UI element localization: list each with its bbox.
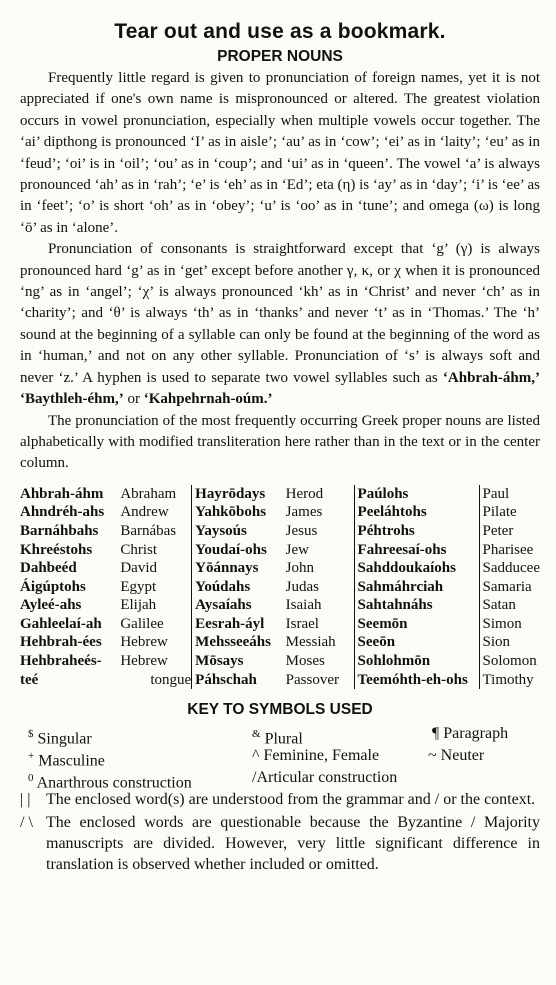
greek-name: Seemōn	[357, 615, 408, 632]
greek-name: Mōsays	[195, 653, 244, 670]
paragraph-label: Paragraph	[443, 725, 509, 743]
greek-name: Fahreesaí-ohs	[357, 541, 447, 558]
greek-name: Hayrōdays	[195, 485, 266, 502]
page-title: Tear out and use as a bookmark.	[114, 20, 446, 43]
english-name: Sion	[482, 634, 511, 651]
feminine-label: Feminine, Female	[263, 747, 380, 765]
greek-name: Sohlohmōn	[357, 653, 431, 670]
anarthrous-label: Anarthrous construction	[36, 774, 192, 792]
paragraph-symbol: ¶	[432, 725, 440, 743]
articular-label: Articular construction	[256, 769, 398, 787]
questionable-symbol: / \	[20, 814, 33, 832]
names-col1-greek	[20, 485, 120, 690]
example-or: or	[123, 391, 144, 408]
english-name: Satan	[482, 597, 516, 614]
greek-name: Yōánnays	[195, 560, 259, 577]
key-row-2	[20, 745, 540, 770]
english-name: Timothy	[482, 671, 534, 688]
english-name: tongue	[150, 671, 192, 688]
greek-name: Peeláhtohs	[357, 504, 427, 521]
plural-symbol: &	[252, 728, 261, 741]
greek-name: Barnáhbahs	[20, 522, 99, 539]
english-name: Isaiah	[285, 597, 322, 614]
key-row-3	[20, 767, 540, 792]
plural-label: Plural	[264, 730, 303, 748]
feminine-symbol: ^	[252, 747, 260, 765]
greek-name: Eesrah-áyl	[195, 615, 265, 632]
neuter-symbol: ~	[428, 747, 437, 765]
english-name: Messiah	[285, 634, 336, 651]
questionable-label: The enclosed words are questionable because the Byzantine / Majority manuscripts are divided. However, very little significant difference in translation is observed whether included or omitted.	[46, 814, 540, 874]
english-name: Egypt	[120, 578, 157, 595]
greek-name: Áigúptohs	[20, 578, 86, 595]
greek-name: Aysaíahs	[195, 597, 252, 614]
paragraph-list-intro: The pronunciation of the most frequently occurring Greek proper nouns are listed alphabetically with modified transliteration here rather than in the text or in the center column.	[20, 412, 540, 472]
english-name: Abraham	[120, 485, 177, 502]
greek-name: Péhtrohs	[357, 522, 415, 539]
english-name: Christ	[120, 541, 158, 558]
greek-name: Ayleé-ahs	[20, 597, 82, 614]
greek-name: Khreéstohs	[20, 541, 93, 558]
english-name: John	[285, 560, 314, 577]
example-capernaum: ‘Kahpehrnah-oúm.’	[143, 391, 273, 408]
english-name: Peter	[482, 522, 514, 539]
paragraph-consonants	[20, 239, 540, 410]
english-name: Pharisee	[482, 541, 534, 558]
english-name: Paul	[482, 485, 510, 502]
greek-name: Sahmáhrciah	[357, 578, 444, 595]
english-name: Israel	[285, 615, 319, 632]
greek-name: Ahndréh-ahs	[20, 504, 105, 521]
english-name: Barnábas	[120, 522, 177, 539]
english-name: Jesus	[285, 522, 318, 539]
english-name: James	[285, 504, 323, 521]
proper-nouns-table	[20, 485, 540, 690]
key-understood	[20, 789, 540, 810]
greek-name: Gahleelaí-ah	[20, 615, 102, 632]
greek-name: Yahkōbohs	[195, 504, 267, 521]
key-feminine	[252, 745, 379, 767]
english-name: Simon	[482, 615, 522, 632]
names-col2-english	[286, 485, 355, 690]
singular-symbol: $	[28, 728, 34, 741]
key-heading: KEY TO SYMBOLS USED	[187, 701, 373, 719]
key-articular	[252, 767, 397, 789]
greek-name: Sahddoukaíohs	[357, 560, 456, 577]
greek-name: Teemóhth-eh-ohs	[357, 671, 468, 688]
greek-name: Páhschah	[195, 671, 257, 688]
english-name: Hebrew	[120, 634, 168, 651]
greek-name: Ahbrah-áhm	[20, 485, 104, 502]
names-col2-greek	[192, 485, 286, 690]
example-abraham: ‘Ahbrah-áhm,’	[442, 369, 540, 386]
masculine-label: Masculine	[38, 752, 105, 770]
understood-symbol: | |	[20, 791, 31, 809]
paragraph-vowels: Frequently little regard is given to pronunciation of foreign names, yet it is not appreciated if one's own name is mispronounced or altered. The greatest violation occurs in vowel pronunciation, especially when multiple vowels occur together. The ‘ai’ dipthong is pronounced ‘I’ as in aisle’; ‘au’ as in ‘cow’; ‘ei’ as in ‘laity’; ‘eu’ as in ‘feud’; ‘oi’ is in ‘oil’; ‘ou’ as in ‘coup’; and ‘ui’ as in ‘queen’. The vowel ‘a’ is always pronounced ‘ah’ as in ‘rah’; ‘e’ is ‘eh’ as in ‘Ed’; eta (η) is ‘ay’ as in ‘day’; ‘i’ is ‘ee’ as in ‘feet’; ‘o’ is short ‘oh’ as in ‘obey’; ‘u’ is ‘oo’ as in ‘tune’; and omega (ω) is long ‘ō’ as in ‘alone’.	[20, 70, 540, 236]
greek-name: Paúlohs	[357, 485, 409, 502]
key-row-1	[20, 723, 540, 748]
greek-name: Sahtahnáhs	[357, 597, 433, 614]
english-name: Jew	[285, 541, 309, 558]
greek-name: Seeōn	[357, 634, 396, 651]
greek-name: Hehbrah-ées	[20, 634, 102, 651]
greek-name: Yaysoús	[195, 522, 247, 539]
symbol-key	[20, 723, 540, 875]
names-col1-english	[120, 485, 192, 690]
english-name: Sadducee	[482, 560, 540, 577]
greek-name: Hehbraheés-	[20, 653, 102, 670]
section-heading-proper-nouns: PROPER NOUNS	[217, 48, 343, 65]
english-name: Hebrew	[120, 653, 168, 670]
key-paragraph	[432, 723, 508, 745]
greek-name: Dahbeéd	[20, 560, 77, 577]
paragraph-consonants-text: Pronunciation of consonants is straightforward except that ‘g’ (γ) is always pronounced hard ‘g’ as in ‘get’ except before another γ, κ, or χ when it is pronounced ‘ng’ as in ‘angel’; ‘χ’ is always pronounced ‘kh’ as in ‘Christ’ and never ‘ch’ as in ‘charity’; and ‘θ’ is always ‘th’ as in ‘thanks’ and never ‘t’ as in ‘Thomas.’ The ‘h’ sound at the beginning of a syllable can only be found at the beginning of the word as in ‘human,’ and not on any other syllable. Pronunciation of ‘s’ is always soft and never ‘z.’ A hyphen is used to separate two vowel syllables such as	[20, 241, 540, 386]
greek-name: Yoúdahs	[195, 578, 251, 595]
anarthrous-symbol: 0	[28, 772, 34, 785]
greek-name: teé	[20, 671, 39, 688]
english-name: Herod	[285, 485, 324, 502]
english-name: Galilee	[120, 615, 164, 632]
key-questionable	[20, 812, 540, 875]
english-name: Solomon	[482, 653, 537, 670]
english-name: Judas	[285, 578, 319, 595]
masculine-symbol: +	[28, 750, 35, 763]
understood-label: The enclosed word(s) are understood from the grammar and / or the context.	[46, 791, 536, 809]
english-name: Moses	[285, 653, 325, 670]
english-name: Pilate	[482, 504, 517, 521]
english-name: David	[120, 560, 157, 577]
neuter-label: Neuter	[440, 747, 485, 765]
greek-name: Youdaí-ohs	[195, 541, 267, 558]
english-name: Elijah	[120, 597, 157, 614]
names-col3-english	[480, 485, 540, 690]
english-name: Passover	[285, 671, 339, 688]
names-col3-greek	[355, 485, 480, 690]
key-neuter	[428, 745, 484, 767]
english-name: Andrew	[120, 504, 169, 521]
singular-label: Singular	[37, 730, 92, 748]
example-bethlehem: ‘Baythleh-éhm,’	[20, 391, 124, 408]
english-name: Samaria	[482, 578, 532, 595]
greek-name: Mehsseeáhs	[195, 634, 271, 651]
articular-symbol: /	[252, 769, 257, 787]
